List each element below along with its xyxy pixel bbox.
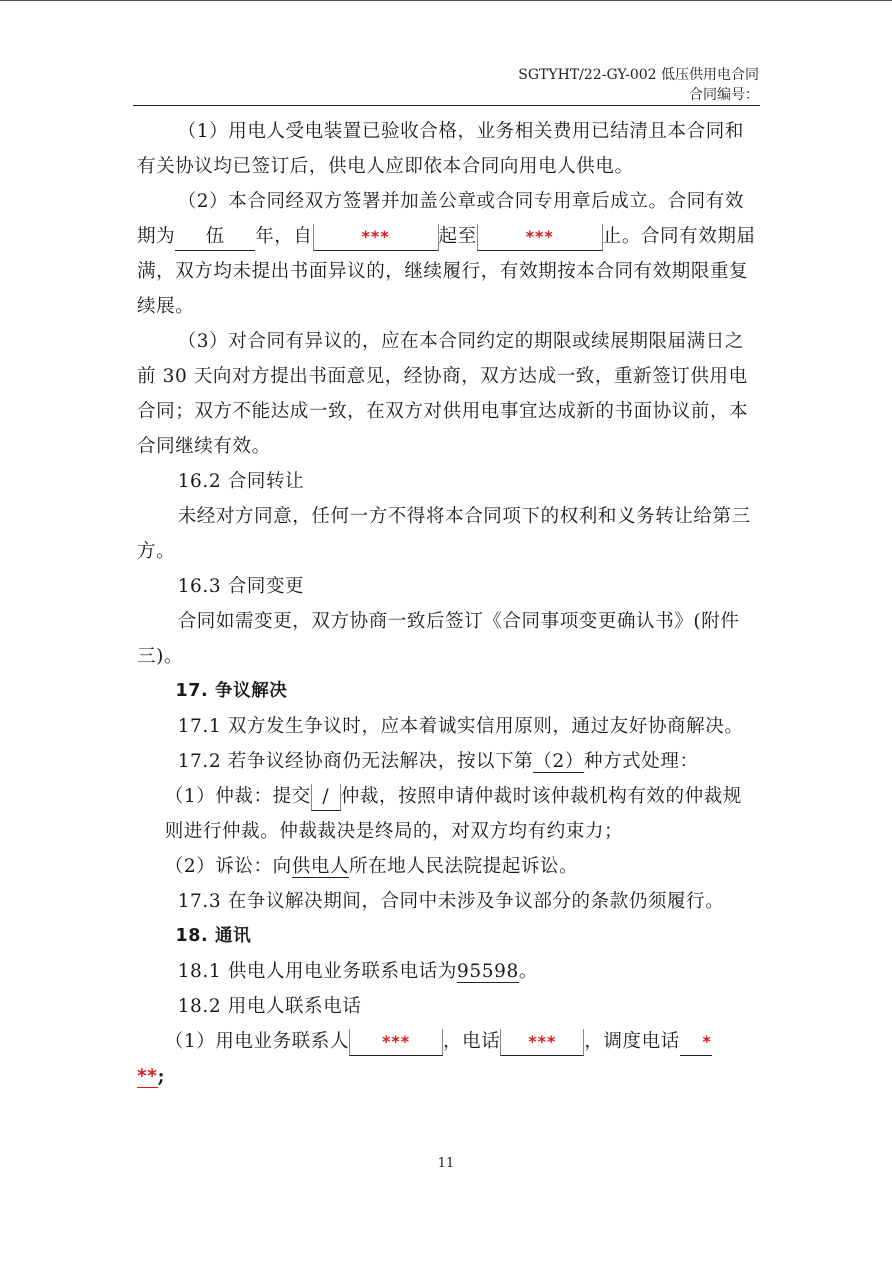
contact-phone-field: *** — [500, 1029, 584, 1056]
paragraph-16-1-2: （2）本合同经双方签署并加盖公章或合同专用章后成立。合同有效期为 伍 年，自 *** 起至 *** 止。合同有效期届满，双方均未提出书面异议的，继续履行，有效期按本合同有效期限重复续展。 — [137, 191, 756, 317]
page-number: 11 — [437, 1156, 455, 1171]
section-17-3: 17.3 在争议解决期间，合同中未涉及争议部分的条款仍须履行。 — [177, 891, 725, 912]
start-date-field: *** — [313, 224, 439, 251]
top-border — [0, 0, 892, 1]
document-body — [137, 114, 757, 1094]
paragraph-16-1-1: （1）用电人受电装置已验收合格，业务相关费用已结清且本合同和有关协议均已签订后，供电人应即依本合同向用电人供电。 — [137, 121, 744, 177]
section-16-3-text: 合同如需变更，双方协商一致后签订《合同事项变更确认书》(附件三)。 — [137, 611, 740, 667]
section-17-title: 17. 争议解决 — [175, 681, 288, 701]
section-18-2-1: （1）用电业务联系人 *** ，电话 *** ，调度电话 * — [137, 1024, 757, 1059]
supplier-phone: 95598 — [456, 961, 519, 982]
paragraph-16-1-3: （3）对合同有异议的，应在本合同约定的期限或续展期限届满日之前 30 天向对方提出书面意见，经协商，双方达成一致，重新签订供用电合同；双方不能达成一致，在双方对供用电事宜达成新的书面协议前，本合同继续有效。 — [137, 331, 749, 457]
dispute-method-choice: （2） — [533, 751, 584, 772]
contract-no-label: 合同编号： — [689, 87, 759, 103]
contact-person-field: *** — [349, 1029, 443, 1056]
court-party-field: 供电人 — [291, 856, 350, 877]
section-18-2-1-continued: **; — [137, 1066, 165, 1087]
section-17-2-1: （1）仲裁：提交 / 仲裁，按照申请仲裁时该仲裁机构有效的仲裁规则进行仲裁。仲裁裁决是终局的，对双方均有约束力； — [164, 786, 742, 842]
section-17-2: 17.2 若争议经协商仍无法解决，按以下第（2）种方式处理： — [177, 751, 699, 772]
section-17-2-2: （2）诉讼：向供电人所在地人民法院提起诉讼。 — [164, 856, 579, 877]
dispatch-phone-field-part1: * — [680, 1029, 712, 1056]
section-18-title: 18. 通讯 — [175, 926, 252, 946]
section-16-3-title: 16.3 合同变更 — [177, 576, 305, 597]
validity-years-field: 伍 — [175, 224, 255, 251]
contract-code: SGTYHT/22-GY-002 低压供用电合同 — [518, 67, 759, 83]
section-16-2-text: 未经对方同意，任何一方不得将本合同项下的权利和义务转让给第三方。 — [137, 506, 751, 562]
header-rule — [133, 105, 760, 106]
end-date-field: *** — [477, 224, 603, 251]
dispatch-phone-field-part2: ** — [137, 1066, 158, 1087]
section-18-2-title: 18.2 用电人联系电话 — [177, 996, 362, 1017]
arbitration-institution-field: / — [311, 784, 341, 811]
section-17-1: 17.1 双方发生争议时，应本着诚实信用原则，通过友好协商解决。 — [177, 716, 744, 737]
section-16-2-title: 16.2 合同转让 — [177, 471, 305, 492]
section-18-1: 18.1 供电人用电业务联系电话为95598。 — [177, 961, 538, 982]
